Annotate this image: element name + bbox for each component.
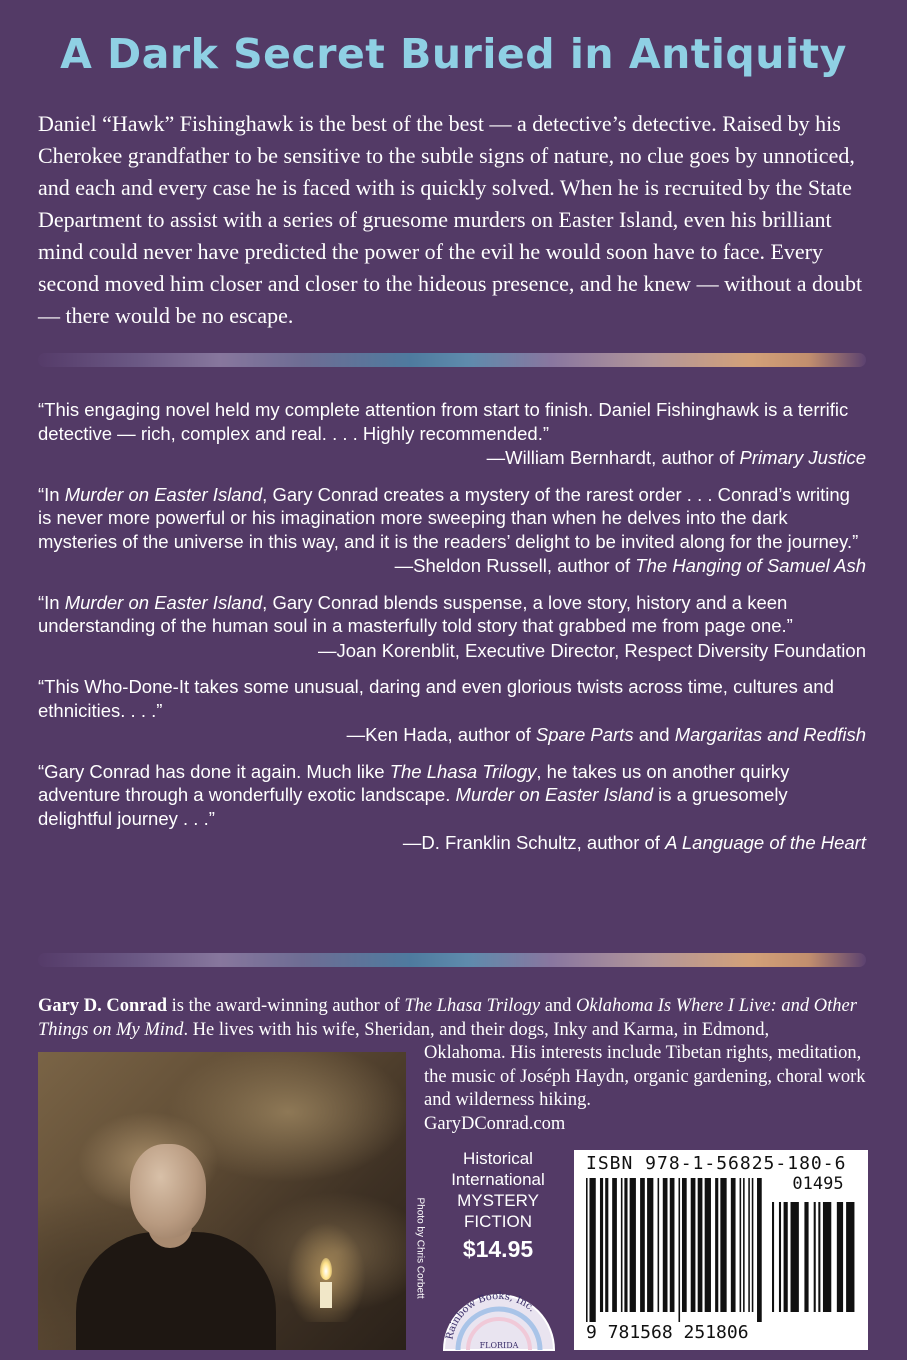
barcode-bar	[624, 1178, 627, 1312]
review-quote	[38, 675, 866, 747]
quote-attribution: —Sheldon Russell, author of The Hanging of Samuel Ash	[394, 555, 866, 576]
barcode-bar	[678, 1178, 680, 1322]
barcode-bar	[731, 1178, 736, 1312]
barcode-bar	[600, 1178, 603, 1312]
quote-text: “In Murder on Easter Island, Gary Conrad creates a mystery of the rarest order . . . Conrad’s writing is never more powerful or his imagination more sweeping than when he delves into the dark mysteries of the universe in this way, and it is the readers’ delight to be invited along for the journey.”	[38, 483, 859, 552]
ean-digits: 9 781568 251806	[586, 1322, 749, 1343]
genre-label: Historical International MYSTERY FICTION	[451, 1149, 545, 1231]
price-code: 01495	[792, 1174, 844, 1194]
headline: A Dark Secret Buried in Antiquity	[60, 30, 847, 78]
barcode-bar	[663, 1178, 668, 1312]
author-bio: Gary D. Conrad is the award-winning author of The Lhasa Trilogy and Oklahoma Is Where I Live: and Other Things on My Mind. He lives with his wife, Sheridan, and their dogs, Inky and Karma, in Edmond,	[38, 996, 857, 1040]
barcode-bar	[791, 1202, 799, 1312]
barcode-bar	[837, 1202, 843, 1312]
publisher-location: FLORIDA	[479, 1341, 519, 1350]
barcode-bar	[630, 1178, 636, 1312]
review-quote	[38, 483, 866, 578]
barcode-bar	[698, 1178, 703, 1312]
barcode-bar	[752, 1178, 754, 1312]
barcode-bar	[589, 1178, 595, 1322]
review-quote	[38, 591, 866, 663]
barcode-bar	[647, 1178, 653, 1312]
publisher-logo	[440, 1272, 558, 1352]
barcode-bar	[621, 1178, 623, 1312]
barcode-bar	[772, 1202, 774, 1312]
candle-flame	[320, 1258, 332, 1280]
review-quote	[38, 760, 866, 855]
book-blurb: Daniel “Hawk” Fishinghawk is the best of the best — a detective’s detective. Raised by his Cherokee grandfather to be sensitive to the subtle signs of nature, no clue goes by unnoticed, and each and every case he is faced with is quickly solved. When he is recruited by the State Department to assist with a series of gruesome murders on Easter Island, even his brilliant mind could never have predicted the power of the evil he would soon have to face. Every second moved him closer and closer to the hideous presence, and he knew — without a doubt — there would be no escape.	[38, 111, 863, 328]
barcode-bar	[715, 1178, 718, 1312]
barcode-bar	[705, 1178, 711, 1312]
review-quote	[38, 398, 866, 470]
barcode-bar	[586, 1178, 588, 1322]
barcode-bar	[757, 1178, 762, 1322]
barcode-bar	[682, 1178, 687, 1312]
decorative-divider	[38, 353, 866, 367]
barcode-bars	[586, 1178, 764, 1322]
barcode-bar	[720, 1178, 726, 1312]
barcode-bar	[748, 1178, 750, 1312]
addon-barcode-bars	[772, 1202, 860, 1322]
author-bio-continued: Oklahoma. His interests include Tibetan rights, meditation, the music of Joséph Haydn, organic gardening, choral work and wilderness hiking. GaryDConrad.com	[424, 1043, 866, 1134]
price: $14.95	[462, 1236, 534, 1262]
barcode-bar	[846, 1202, 854, 1312]
isbn-barcode	[574, 1150, 868, 1350]
barcode-bar	[779, 1202, 781, 1312]
decorative-divider	[38, 953, 866, 967]
quote-text: “In Murder on Easter Island, Gary Conrad blends suspense, a love story, history and a keen understanding of the human soul in a masterfully told story that grabbed me from page one.”	[38, 591, 793, 636]
barcode-bar	[823, 1202, 831, 1312]
author-website: GaryDConrad.com	[424, 1113, 566, 1134]
barcode-bar	[691, 1178, 696, 1312]
barcode-bar	[743, 1178, 745, 1312]
author-head	[130, 1144, 206, 1238]
barcode-bar	[658, 1178, 660, 1312]
barcode-bar	[612, 1178, 617, 1312]
barcode-bar	[814, 1202, 816, 1312]
quote-attribution: —William Bernhardt, author of Primary Justice	[486, 447, 866, 468]
quote-text: “This Who-Done-It takes some unusual, daring and even glorious twists across time, cultures and ethnicities. . . .”	[38, 676, 834, 721]
barcode-bar	[670, 1178, 675, 1312]
quote-text: “This engaging novel held my complete attention from start to finish. Daniel Fishinghawk is a terrific detective — rich, complex and real. . . . Highly recommended.”	[38, 399, 849, 444]
barcode-bar	[640, 1178, 645, 1312]
quote-text: “Gary Conrad has done it again. Much like The Lhasa Trilogy, he takes us on another quirky adventure through a wonderfully exotic landscape. Murder on Easter Island is a gruesomely delightful journey . . .”	[38, 760, 790, 829]
barcode-bar	[818, 1202, 820, 1312]
isbn-label: ISBN 978-1-56825-180-6	[586, 1153, 847, 1174]
quote-attribution: —D. Franklin Schultz, author of A Language of the Heart	[402, 832, 866, 853]
quote-attribution: —Ken Hada, author of Spare Parts and Margaritas and Redfish	[346, 724, 866, 745]
author-figure	[76, 1232, 276, 1350]
review-quotes	[38, 398, 866, 868]
publisher-name: Rainbow Books, Inc.	[444, 1290, 538, 1341]
barcode-bar	[804, 1202, 808, 1312]
quote-attribution: —Joan Korenblit, Executive Director, Respect Diversity Foundation	[317, 639, 866, 661]
photo-credit: Photo by Chris Corbett	[414, 1197, 426, 1299]
barcode-bar	[784, 1202, 788, 1312]
candle	[320, 1282, 332, 1308]
author-photo	[38, 1052, 406, 1350]
barcode-bar	[740, 1178, 742, 1312]
barcode-bar	[605, 1178, 608, 1312]
